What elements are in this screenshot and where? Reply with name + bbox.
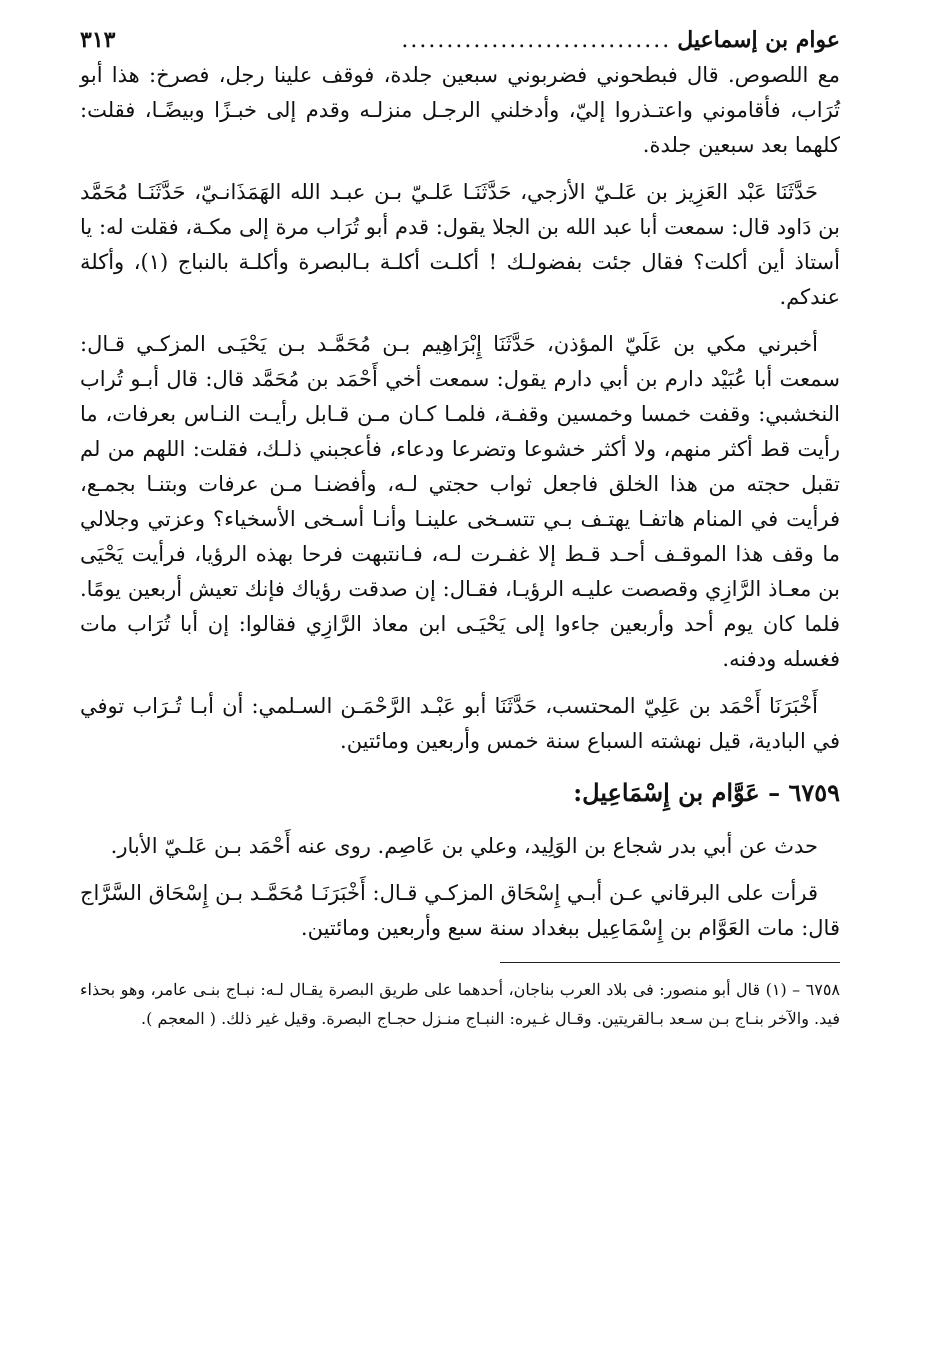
entry-paragraph: قرأت على البرقاني عـن أبـي إِسْحَاق المزكـي قـال: أَخْبَرَنَـا مُحَمَّـد بـن إِسْحَاق السَّرَّاج قال: مات العَوَّام بن إِسْمَاعِيل ببغداد سنة سبع وأربعين ومائتين. [80, 881, 840, 940]
footnote: ٦٧٥٨ – (١) قال أبو منصور: فى بلاد العرب بناجان، أحدهما على طريق البصرة يقـال لـه: نبـاج بنـى عامر، وهو بحذاء فيد. والآخر بنـاج بـن سـعد بـالقريتين. وقـال غـيره: النبـاج منـزل حجـاج البصرة. وقيل غير ذلك. ( المعجم ). [80, 980, 840, 1028]
entry-heading [80, 771, 840, 815]
footnote-divider [500, 962, 840, 963]
entry-separator: – [768, 778, 781, 807]
paragraph-continuation: مع اللصوص. قال فبطحوني فضربوني سبعين جلدة، فوقف علينا رجل، فصرخ: هذا أبو تُرَاب، فأقاموني واعتـذروا إليّ، وأدخلني الرجـل منزلـه وقدم إلى خبـزًا وبيضًـا، فقلت: كلهما بعد سبعين جلدة. [80, 63, 840, 157]
entry-paragraph: حدث عن أبي بدر شجاع بن الوَلِيد، وعلي بن عَاصِم. روى عنه أَحْمَد بـن عَلـيّ الأبار. [110, 834, 818, 858]
header-title: عوام بن إسماعيل [677, 27, 840, 53]
paragraph-narration: أَخْبَرَنَا أَحْمَد بن عَلِيّ المحتسب، حَدَّثَنَا أبو عَبْـد الرَّحْمَـن السـلمي: أن أبـا تُـرَاب توفي في البادية، قيل نهشته السباع سنة خمس وأربعين ومائتين. [80, 694, 840, 753]
paragraph-narration: حَدَّثَنَا عَبْد العَزِيز بن عَلـيّ الأزجي، حَدَّثَنَـا عَلـيّ بـن عبـد الله الهَمَذَانـيّ، حَدَّثَنَـا مُحَمَّد بن دَاود قال: سمعت أبا عبد الله بن الجلا يقول: قدم أبو تُرَاب مرة إلى مكـة، فقلت له: يا أستاذ أين أكلت؟ فقال جئت بفضولـك ! أكلـت أكلـة بـالبصرة وأكلـة بالنباج (١)، وأكلة عندكم. [80, 180, 840, 309]
book-page [80, 22, 840, 1033]
running-header [80, 22, 840, 58]
entry-name: عَوَّام بن إِسْمَاعِيل: [573, 778, 760, 807]
main-text [80, 58, 840, 946]
header-dot-leader: .............................. [401, 28, 672, 53]
paragraph-narration: أخبرني مكي بن عَلَيّ المؤذن، حَدَّثَنَا إِبْرَاهِيم بـن مُحَمَّـد بـن يَحْيَـى المزكـي قـال: سمعت أبا عُبَيْد دارم بن أبي دارم يقول: سمعت أخي أَحْمَد بن مُحَمَّد قال: قال أبـو تُراب النخشبي: وقفت خمسا وخمسين وقفـة، فلمـا كـان مـن قـابل رأيـت النـاس بعرفات، ما رأيت قط أكثر منهم، ولا أكثر خشوعا وتضرعا ودعاء، فأعجبني ذلـك، فقلت: اللهم من لم تقبل حجته من هذا الخلق فاجعل ثواب حجتي لـه، وأفضنـا مـن عرفات وبتنـا بجمـع، فرأيت في المنام هاتفـا يهتـف بـي تتسـخى علينـا وأنـا أسـخى الأسخياء؟ وعزتي وجلالي ما وقف هذا الموقـف أحـد قـط إلا غفـرت لـه، فـانتبهت فرحا بهذه الرؤيا، فرأيت يَحْيَى بن معـاذ الرَّازِي وقصصت عليـه الرؤيـا، فقـال: إن صدقت رؤياك فإنك تعيش أربعين يومًا. فلما كان يوم أحد وأربعين جاءوا إلى يَحْيَـى ابن معاذ الرَّازِي فقالوا: إن أبا تُرَاب مات فغسله ودفنه. [80, 332, 841, 671]
entry-number: ٦٧٥٩ [788, 778, 840, 807]
page-number: ٣١٣ [80, 27, 116, 53]
